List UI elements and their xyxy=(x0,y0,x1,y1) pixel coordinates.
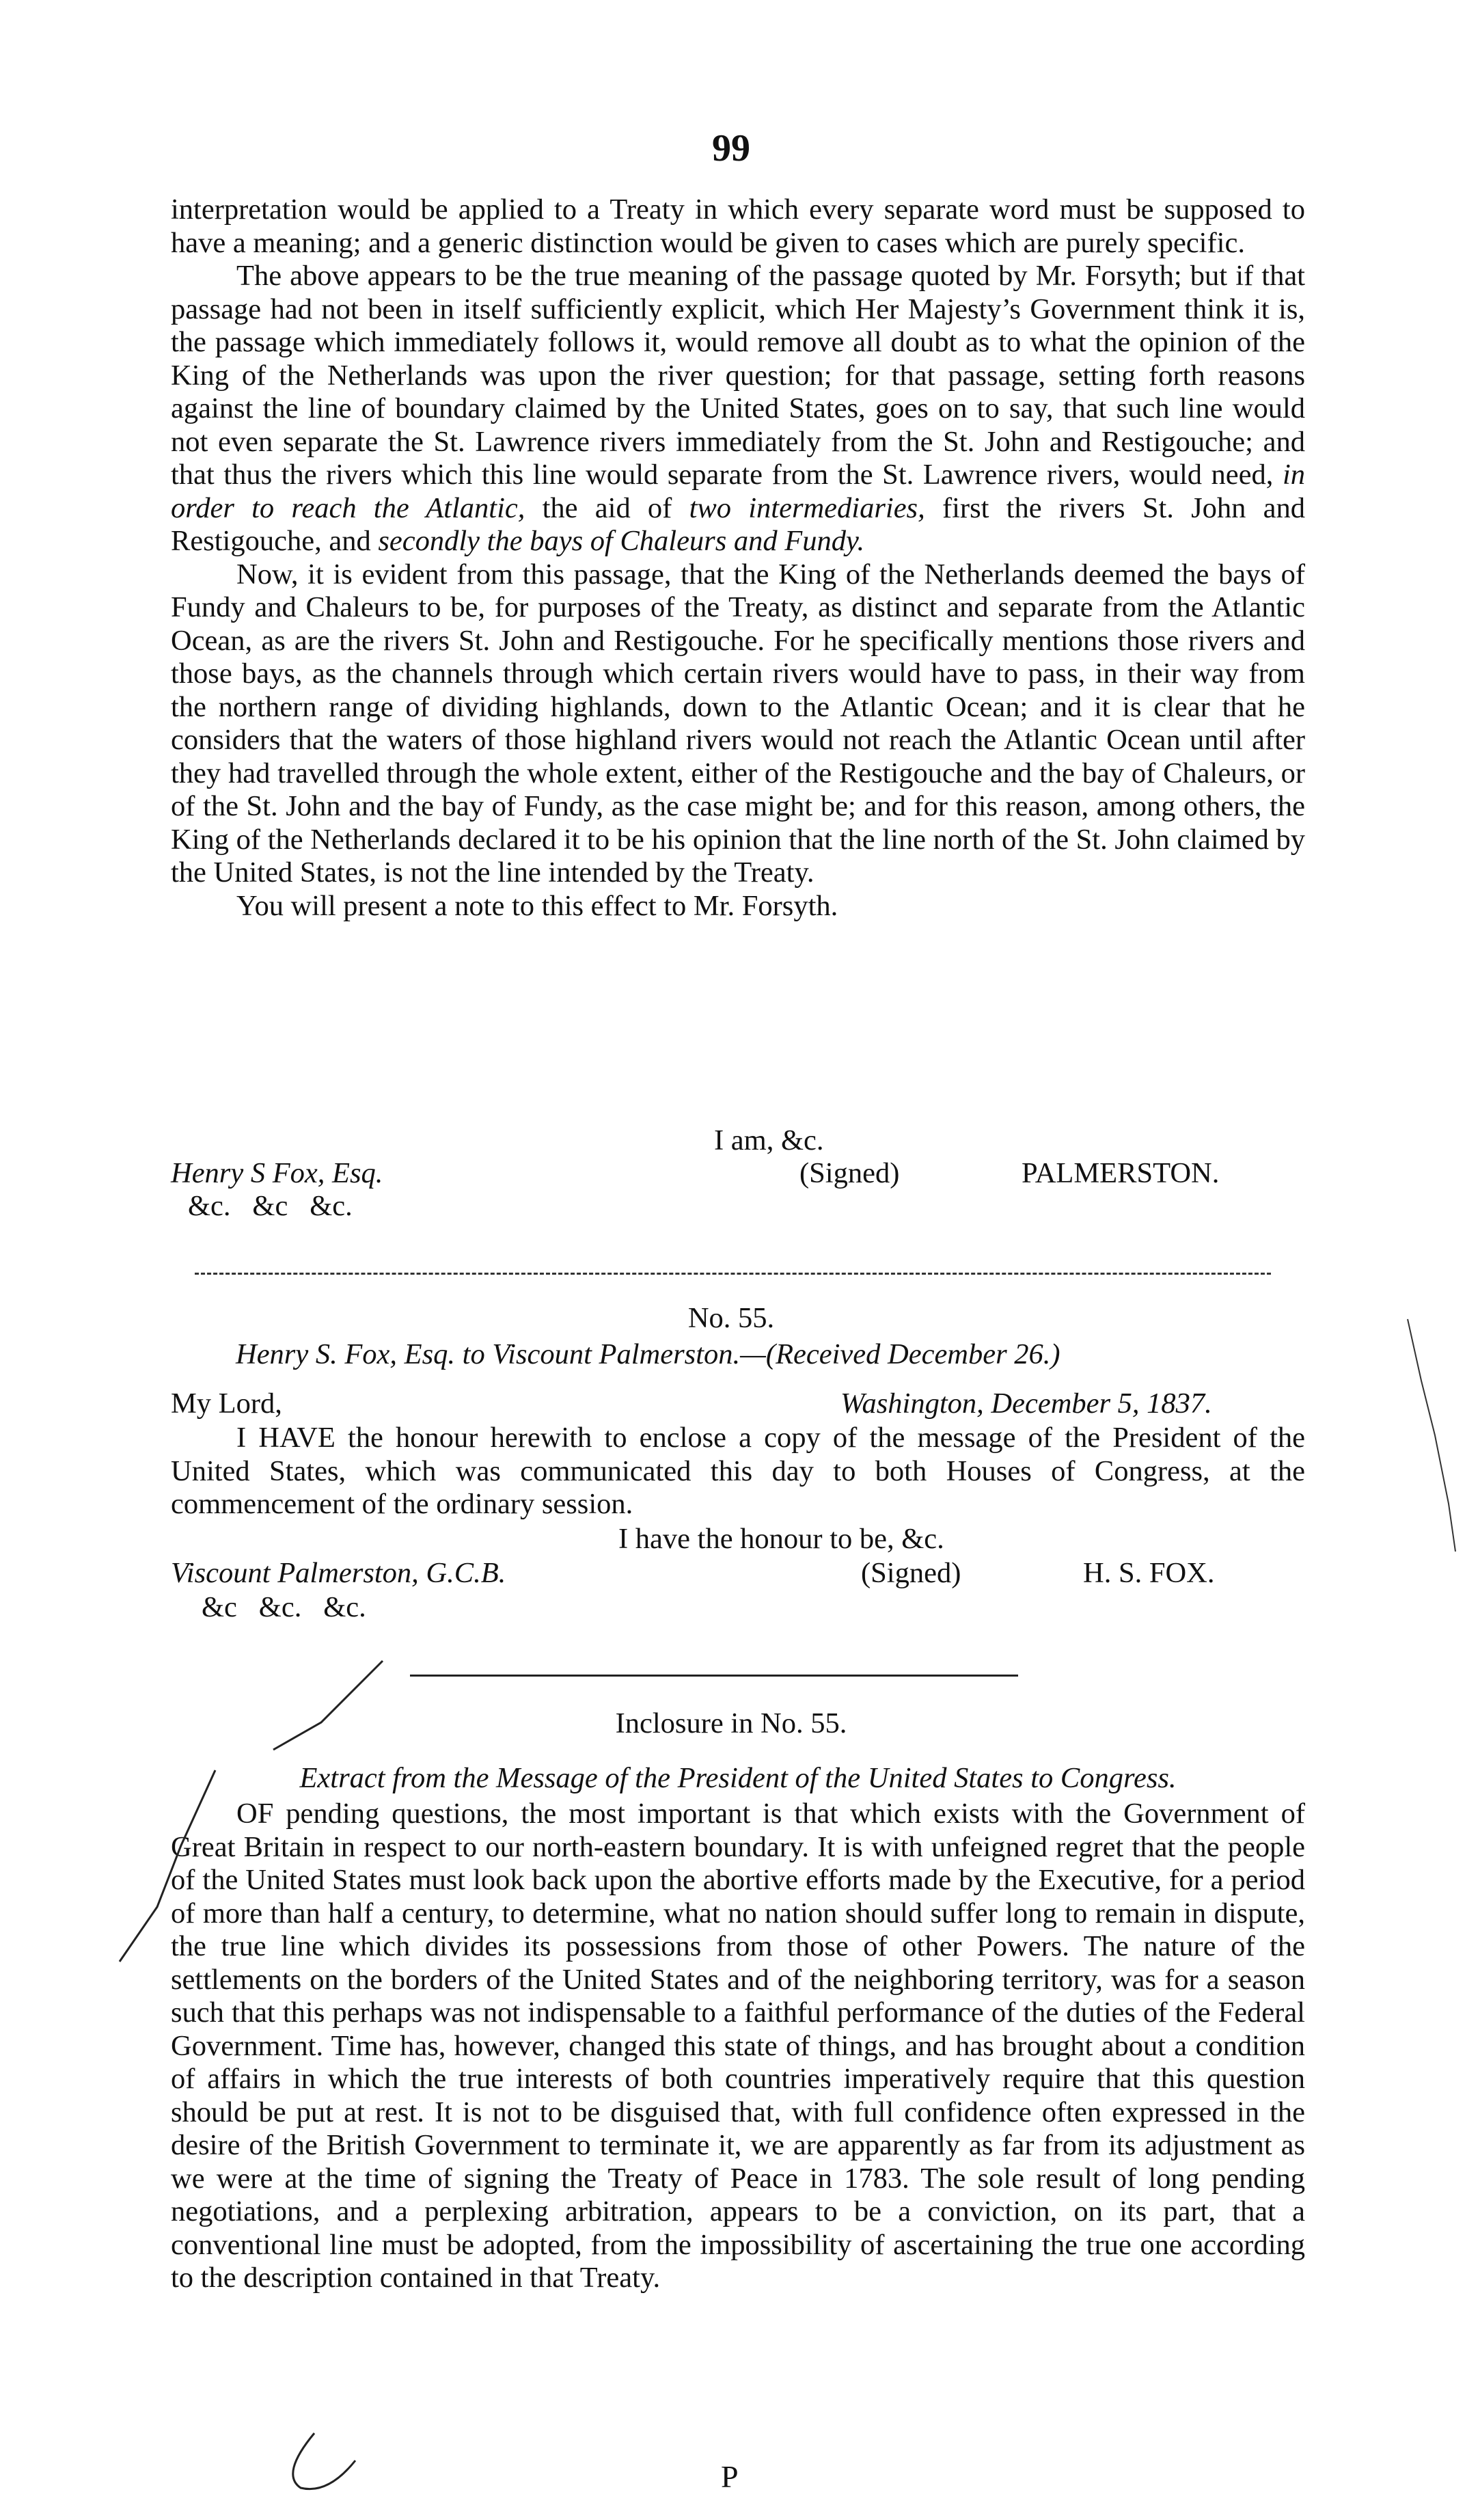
despatch-number: No. 55. xyxy=(687,1302,775,1334)
despatch-55-addressee: Viscount Palmerston, G.C.B. xyxy=(171,1557,506,1589)
para2-text-b: the aid of xyxy=(542,491,672,524)
addressee: Henry S Fox, Esq. xyxy=(171,1157,383,1189)
despatch-heading: Henry S. Fox, Esq. to Viscount Palmerston.—(Received December 26.) xyxy=(236,1338,1060,1370)
para2-italic-b: two intermediaries, xyxy=(689,491,925,524)
para2-italic-a: in order to reach the Atlantic, xyxy=(171,459,1306,524)
pencil-stroke-bottom xyxy=(293,2433,355,2489)
signer-name: PALMERSTON. xyxy=(1022,1157,1220,1189)
despatch-55-signer: H. S. FOX. xyxy=(1083,1557,1215,1589)
para2-italic-c: secondly the bays of Chaleurs and Fundy. xyxy=(378,525,865,557)
inclosure-title: Inclosure in No. 55. xyxy=(615,1707,847,1739)
para2-text-a: The above appears to be the true meaning of the passage quoted by Mr. Forsyth; but if that passage had not been in itself sufficiently explicit, which Her Majesty’s Government think it is, the passage which immediately follows it, would remove all doubt as to what the opinion of the King of the Netherlands was upon the river question; for that passage, setting forth reasons against the line of boundary claimed by the United States, goes on to say, that such line would not even separate the St. Lawrence rivers immediately from the St. John and Restigouche; and that thus the rivers which this line would separate from the St. Lawrence rivers, would need, xyxy=(171,260,1305,491)
signature-mark: P xyxy=(721,2459,739,2494)
pencil-stroke-left xyxy=(120,1770,215,1962)
dateline: Washington, December 5, 1837. xyxy=(840,1387,1212,1420)
pencil-stroke-top xyxy=(273,1661,383,1750)
despatch-55-etc: &c &c. &c. xyxy=(202,1591,366,1623)
paragraph-continuation: interpretation would be applied to a Treaty in which every separate word must be supposed to have a meaning; and a generic distinction would be given to cases which are purely specific. xyxy=(171,193,1305,259)
despatch-55-body: I HAVE the honour herewith to enclose a copy of the message of the President of the United States, which was communicated this day to both Houses of Congress, at the commencement of the ordinary session. xyxy=(171,1422,1305,1520)
page-number: 99 xyxy=(712,127,750,170)
despatch-55-signed-label: (Signed) xyxy=(861,1557,961,1589)
etc-line: &c. &c &c. xyxy=(188,1190,353,1222)
salutation: My Lord, xyxy=(171,1387,282,1420)
inclosure-subtitle: Extract from the Message of the President of the United States to Congress. xyxy=(299,1762,1177,1794)
para2-text-c: first the rivers St. John and Restigouche, and xyxy=(171,491,1306,557)
paragraph-instruction: You will present a note to this effect to Mr. Forsyth. xyxy=(236,889,838,922)
signed-label: (Signed) xyxy=(799,1157,900,1189)
paragraph-king-netherlands: Now, it is evident from this passage, that the King of the Netherlands deemed the bays of Fundy and Chaleurs to be, for purposes of the Treaty, as distinct and separate from the Atlantic Ocean, as are the rivers St. John and Restigouche. For he specifically mentions those rivers and those bays, as the channels through which certain rivers would have to pass, in their way from the northern range of dividing highlands, down to the Atlantic Ocean; and it is clear that he considers that the waters of those highland rivers would not reach the Atlantic Ocean until after they had travelled through the whole extent, either of the Restigouche and the bay of Chaleurs, or of the St. John and the bay of Fundy, as the case might be; and for this reason, among others, the King of the Netherlands declared it to be his opinion that the line north of the St. John claimed by the United States, is not the line intended by the Treaty. xyxy=(171,558,1305,889)
inclosure-body: OF pending questions, the most important is that which exists with the Government of Great Britain in respect to our north-eastern boundary. It is with unfeigned regret that the people of the United States must look back upon the abortive efforts made by the Executive, for a period of more than half a century, to determine, what no nation should suffer long to remain in dispute, the true line which divides its possessions from those of other Powers. The nature of the settlements on the borders of the United States and of the neighboring territory, was for a season such that this perhaps was not indispensable to a faithful performance of the duties of the Federal Government. Time has, however, changed this state of things, and has brought about a condition of affairs in which the true interests of both countries imperatively require that this question should be put at rest. It is not to be disguised that, with full confidence often expressed in the desire of the British Government to terminate it, we are apparently as far from its adjustment as we were at the time of signing the Treaty of Peace in 1783. The sole result of long pending negotiations, and a perplexing arbitration, appears to be a conviction, on its part, that a conventional line must be adopted, from the impossibility of ascertaining the true one according to the description contained in that Treaty. xyxy=(171,1798,1305,2294)
despatch-55-closing: I have the honour to be, &c. xyxy=(618,1523,944,1555)
closing-line: I am, &c. xyxy=(714,1124,824,1156)
pencil-stroke-right xyxy=(1408,1319,1455,1552)
